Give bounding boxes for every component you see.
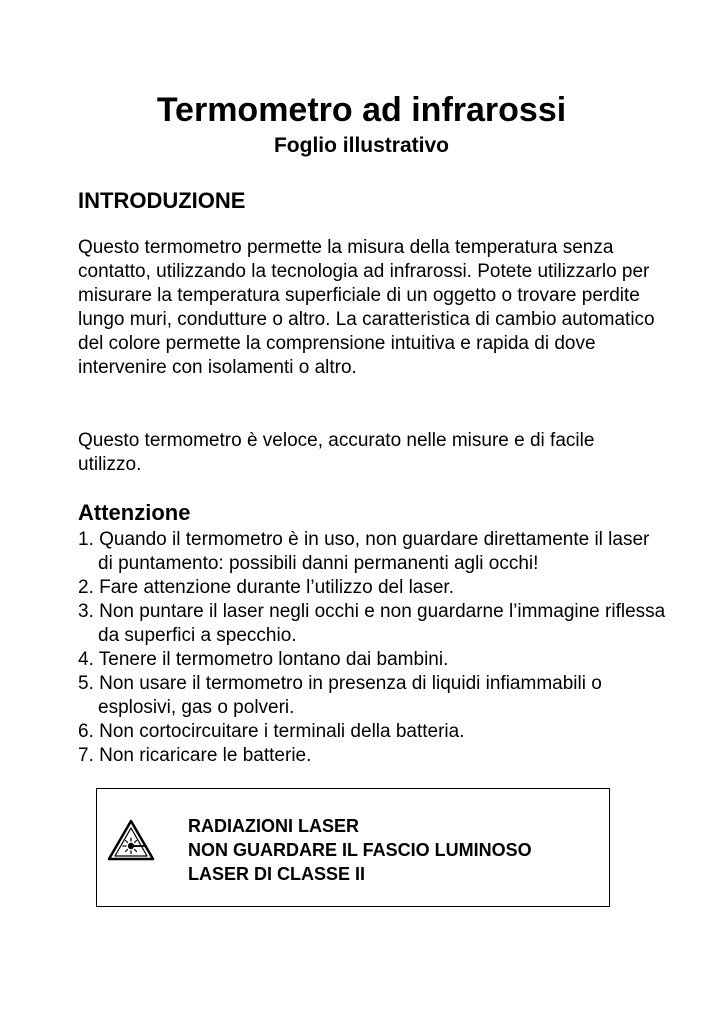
laser-warning-text [188, 814, 532, 886]
warning-item: 5. Non usare il termometro in presenza di liquidi infiammabili o esplosivi, gas o polveri. [78, 673, 602, 718]
warnings-list [78, 528, 668, 768]
page-title: Termometro ad infrarossi [156, 91, 567, 129]
warnings-heading: Attenzione [78, 500, 191, 525]
introduction-heading: INTRODUZIONE [78, 188, 246, 213]
warning-item: 4. Tenere il termometro lontano dai bambini. [78, 649, 449, 670]
laser-warning-icon [107, 819, 155, 861]
laser-warning-box [96, 788, 610, 907]
introduction-paragraph-1: Questo termometro permette la misura della temperatura senza contatto, utilizzando la tecnologia ad infrarossi. Potete utilizzarlo per misurare la temperatura superficiale di un oggetto o trovare perdite lungo muri, condutture o altro. La caratteristica di cambio automatico del colore permette la comprensione intuitiva e rapida di dove intervenire con isolamenti o altro. [78, 237, 655, 378]
page-subtitle: Foglio illustrativo [273, 134, 449, 157]
warning-item: 7. Non ricaricare le batterie. [78, 745, 312, 766]
laser-warning-line-1: RADIAZIONI LASER [188, 816, 359, 836]
laser-warning-line-2: NON GUARDARE IL FASCIO LUMINOSO [188, 840, 532, 860]
introduction-paragraph-2: Questo termometro è veloce, accurato nelle misure e di facile utilizzo. [78, 430, 595, 475]
warning-item: 2. Fare attenzione durante l’utilizzo del laser. [78, 577, 454, 598]
warning-item: 1. Quando il termometro è in uso, non guardare direttamente il laser di puntamento: possibili danni permanenti agli occhi! [78, 529, 650, 574]
warning-item: 3. Non puntare il laser negli occhi e non guardarne l’immagine riflessa da superfici a specchio. [78, 601, 666, 646]
laser-warning-line-3: LASER DI CLASSE II [188, 864, 366, 884]
warning-item: 6. Non cortocircuitare i terminali della batteria. [78, 721, 465, 742]
